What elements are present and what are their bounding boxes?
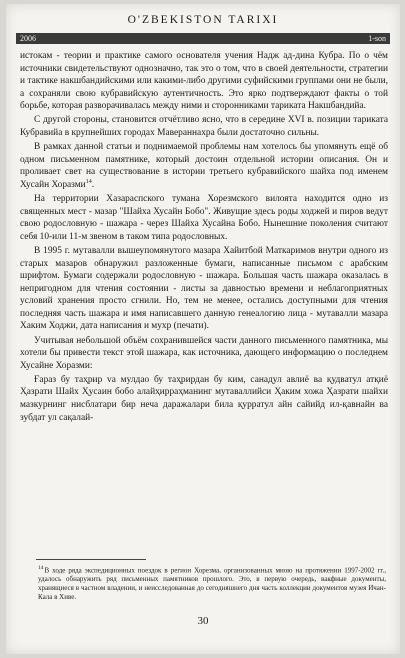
footnote-number: 14 bbox=[38, 565, 44, 571]
running-head-title: O'ZBEKISTON TARIXI bbox=[127, 14, 279, 26]
paragraph-5: В 1995 г. мутавалли вышеупомянутого мазара Хайитбой Маткаримов внутри одного из старых мазаров обнаружил разложенные бумаги, написанные письмом с арабским шрифтом. Бумаги содержали родословную - шажара. Большая часть шажара оказалась в непригодном для чтения состоянии - листы за давностью времени и неблагоприятных условий хранения просто сгнили. Но, тем не менее, остались доступными для чтения последняя часть шажара и имя написавшего данную генеалогию лица - мутавалли мазара Хаким Ходжи, дата написания и мухр (печати). bbox=[20, 245, 388, 332]
body-text bbox=[20, 50, 388, 426]
header-year: 2006 bbox=[20, 34, 36, 43]
header-issue: 1-son bbox=[368, 34, 386, 43]
paragraph-7: Ғараз бу таҳрир va мулдао бу таҳрирдан бу ким, санадул авлиё ва қудватул атқиё Ҳазрати Шайх Ҳусаин бобо алайҳирраҳманинг мутаваллийси Ҳаким хожа Ҳазрати шайхи мазкурнинг нисблатари бир неча даражалари била қурратул айн сайийд ил-қавнайн ва зубдат ул сақалай- bbox=[20, 374, 388, 423]
paragraph-6: Учитывая небольшой объём сохранившейся части данного письменного памятника, мы хотели бы привести текст этой шажара, как источника, дающего информацию о последнем Хусайне Хоразми: bbox=[20, 335, 388, 371]
footnote bbox=[38, 564, 386, 602]
footnote-text: В ходе ряда экспедиционных поездок в регион Хорезма, организованных мною на протяжении 1997-2002 гг., удалось обнаружить ряд письменных памятников прошлого. Это, в первую очередь, вакфные документы, хранящиеся в частном владении, и неисследованная до сегодняшнего дня часть коллекции документов музея Ичан-Кала в Хиве. bbox=[38, 566, 386, 602]
paragraph-2: С другой стороны, становится отчётливо ясно, что в середине XVI в. позиции тариката Кубравийа в крупнейших городах Мавераннахра были достаточно сильны. bbox=[20, 115, 388, 139]
footnote-rule bbox=[36, 559, 146, 560]
document-page bbox=[6, 4, 400, 654]
page-number: 30 bbox=[197, 615, 209, 627]
header-rule bbox=[16, 33, 390, 44]
paragraph-1: истокам - теории и практике самого основателя учения Надж ад-дина Кубра. По о чём источники свидетельствуют однозначно, так это о том, что в своей деятельности, стратегии и тактике накшбандийскими или какими-либо другими суфийскими группами они не были, а сохраняли свою кубравийскую аутентичность. Это ярко подтверждают факты о той борьбе, которая разворачивалась между ними и сторонниками тариката Накшбандийа. bbox=[20, 51, 388, 112]
paragraph-4: На территории Хазараспского тумана Хорезмского вилоята находится одно из священных мест - мазар "Шайха Хусайн Бобо". Живущие здесь роды ходжей и пиров ведут свою родословную - шажара - через Шайха Хусайна Бобо. Нынешние поколения считают себя 10-или 11-м звеном в таком типа родословных. bbox=[20, 194, 388, 242]
footnote-reference: 14 bbox=[85, 178, 92, 185]
paragraph-3-text: В рамках данной статьи и поднимаемой проблемы нам хотелось бы упомянуть ещё об одном письменном памятнике, который достоин отдельной истории описания. Он и проливает свет на существование в истории третьего кубравийского шайха под именем Хусайн Хоразми bbox=[20, 142, 388, 190]
paragraph-3: В рамках данной статьи и поднимаемой проблемы нам хотелось бы упомянуть ещё об одном письменном памятнике, который достоин отдельной истории описания. Он и проливает свет на существование в истории третьего кубравийского шайха под именем Хусайн Хоразми$^{14}$. bbox=[20, 142, 388, 190]
